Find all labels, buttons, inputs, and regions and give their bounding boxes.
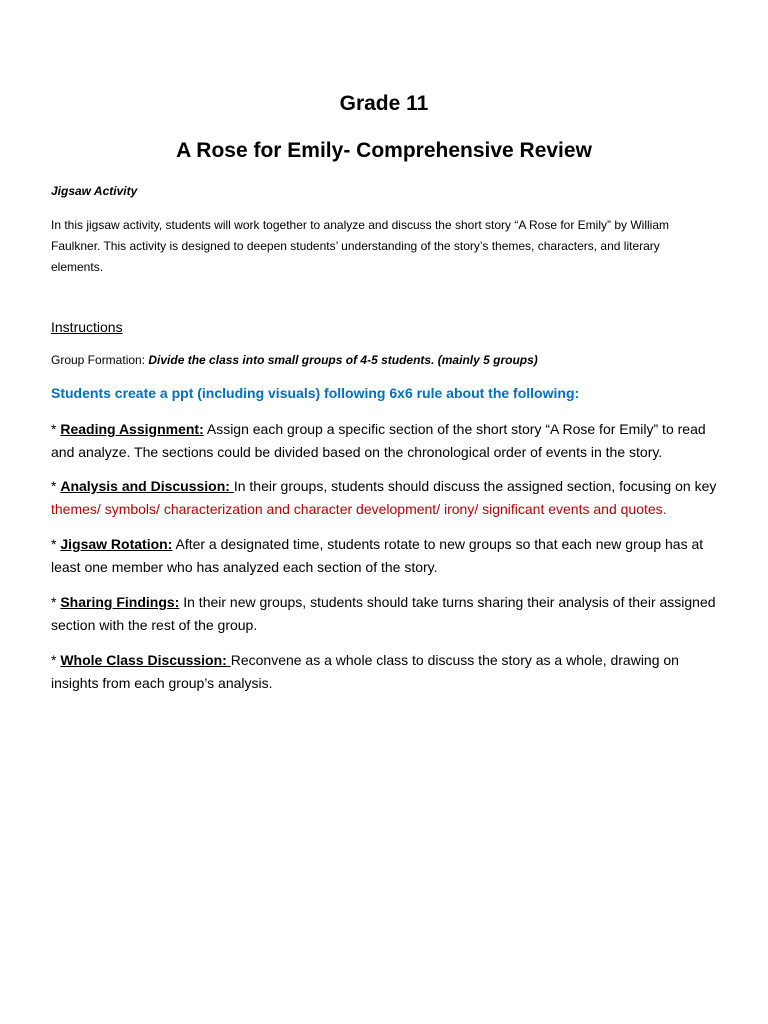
instruction-item-analysis (51, 475, 719, 521)
item-term: Analysis and Discussion: (60, 478, 234, 494)
instructions-heading: Instructions (51, 319, 123, 335)
instruction-item-whole-class (51, 649, 719, 695)
ppt-instruction: Students create a ppt (including visuals) following 6x6 rule about the following: (51, 385, 580, 401)
bullet: * (51, 594, 61, 610)
group-formation-label: Group Formation: (51, 353, 149, 367)
activity-label: Jigsaw Activity (51, 184, 138, 198)
item-text: In their groups, students should discuss the assigned section, focusing on key (233, 478, 717, 494)
item-highlight-text: themes/ symbols/ characterization and character development/ irony/ significant events and quotes. (51, 501, 667, 517)
document-title: A Rose for Emily- Comprehensive Review (176, 139, 592, 162)
item-term: Reading Assignment: (60, 421, 204, 437)
item-term: Whole Class Discussion: (60, 652, 231, 668)
item-text: After a designated time, students rotate to new groups so that each new group has at least one member who has analyzed each section of the story. (51, 536, 704, 575)
item-text: Assign each group a specific section of the short story “A Rose for Emily” to read and analyze. The sections could be divided based on the chronological order of events in the story. (51, 421, 706, 460)
bullet: * (51, 652, 61, 668)
instruction-item-sharing (51, 591, 719, 637)
item-text: In their new groups, students should take turns sharing their analysis of their assigned section with the rest of the group. (51, 594, 716, 633)
grade-heading: Grade 11 (339, 92, 429, 115)
group-formation-text: Divide the class into small groups of 4-5 students. (mainly 5 groups) (148, 353, 538, 367)
bullet: * (51, 536, 61, 552)
instruction-item-rotation (51, 533, 719, 579)
bullet: * (51, 478, 61, 494)
intro-paragraph: In this jigsaw activity, students will work together to analyze and discuss the short story “A Rose for Emily” by William Faulkner. This activity is designed to deepen students’ understanding of the story’s themes, characters, and literary elements. (51, 218, 670, 274)
bullet: * (51, 421, 61, 437)
item-term: Sharing Findings: (60, 594, 180, 610)
instruction-item-reading (51, 418, 719, 464)
item-term: Jigsaw Rotation: (60, 536, 173, 552)
group-formation (51, 353, 731, 367)
item-text: Reconvene as a whole class to discuss the story as a whole, drawing on insights from each group’s analysis. (51, 652, 679, 691)
